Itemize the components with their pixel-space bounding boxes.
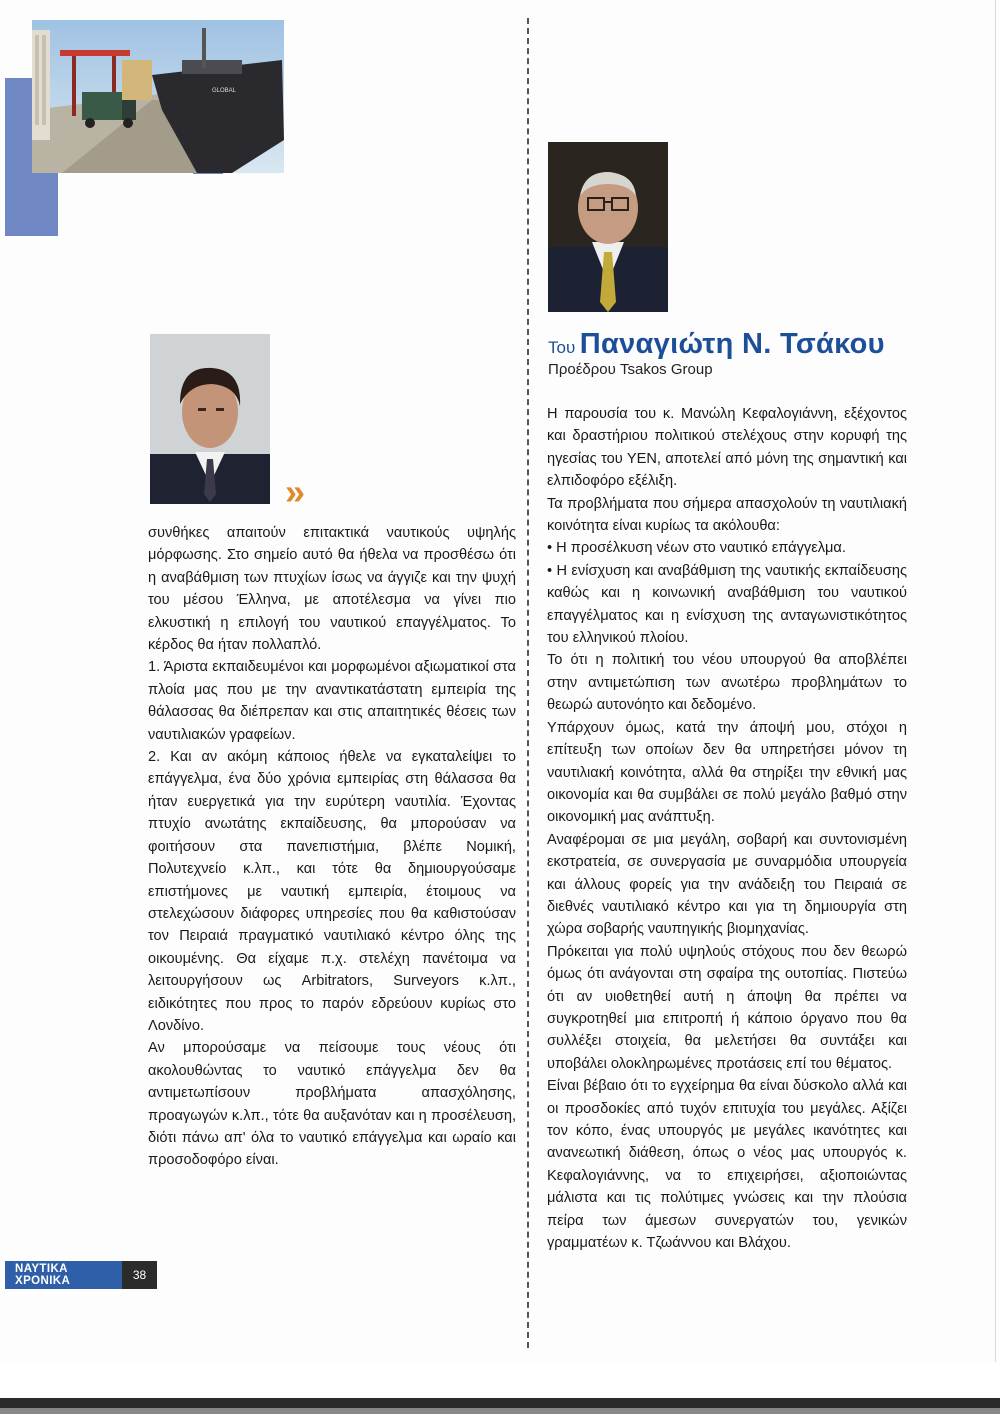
article-right-column	[547, 403, 907, 1254]
paragraph: 1. Άριστα εκπαιδευμένοι και μορφωμένοι αξιωματικοί στα πλοία μας που με την αναντικατάστατη εμπειρία της θάλασσας θα διέπρεπαν και στις απαιτητικές θέσεις των ναυτιλιακών γραφείων.	[148, 659, 516, 743]
paragraph: Τα προβλήματα που σήμερα απασχολούν τη ναυτιλιακή κοινότητα είναι κυρίως τα ακόλουθα:	[547, 495, 907, 535]
double-chevron-right-icon: »	[285, 471, 306, 512]
bullet-item: • Η προσέλκυση νέων στο ναυτικό επάγγελμα.	[547, 540, 846, 557]
byline-prefix: Του	[548, 338, 576, 357]
harbor-photo	[32, 20, 284, 173]
publication-name: ΝΑΥΤΙΚΑ ΧΡΟΝΙΚΑ	[5, 1261, 122, 1289]
bullet-item: • Η ενίσχυση και αναβάθμιση της ναυτικής εκπαίδευσης καθώς και η κοινωνική αναβάθμιση του ναυτικού επαγγέλματος και η ενίσχυση της ανταγωνιστικότητος του ελληνικού πλοίου.	[547, 562, 907, 647]
paragraph: Πρόκειται για πολύ υψηλούς στόχους που δεν θεωρώ όμως ότι ανάγονται στη σφαίρα της ουτοπίας. Πιστεύω ότι αν υιοθετηθεί αυτή η άποψη θα πρέπει να συγκροτηθεί μια επιτροπή ή κάποιο όργανο που θα συλλέξει στοιχεία, θα μελετήσει θα συντάξει και υποβάλει ολοκληρωμένες προτάσεις επί του θέματος.	[547, 943, 907, 1072]
article-left-column	[148, 522, 516, 1172]
paragraph: Η παρουσία του κ. Μανώλη Κεφαλογιάννη, εξέχοντος και δραστήριου πολιτικού στελέχους στην κορυφή της ηγεσίας του ΥΕΝ, αποτελεί από μόνη της σημαντική και ελπιδοφόρο εξέλιξη.	[547, 406, 907, 490]
bottom-rule	[0, 1398, 1000, 1408]
paragraph: Είναι βέβαιο ότι το εγχείρημα θα είναι δύσκολο αλλά και οι προσδοκίες από τυχόν επιτυχία του μεγάλες. Αξίζει τον κόπο, ένας υπουργός με μεγάλες ικανότητες και ανανεωτική διάθεση, όπως ο νέος μας υπουργός κ. Κεφαλογιάννης, να το επιχειρήσει, αξιοποιώντας μάλιστα και τις πολύτιμες γνώσεις και την πλούσια πείρα των άμεσων συνεργατών του, γενικών γραμματέων κ. Τζωάννου και Βλάχου.	[547, 1078, 907, 1252]
paragraph: συνθήκες απαιτούν επιτακτικά ναυτικούς υψηλής μόρφωσης. Στο σημείο αυτό θα ήθελα να προσθέσω ότι η αναβάθμιση των πτυχίων ίσως να άγγιζε και την ψυχή του μέσου Έλληνα, με αποτέλεσμα να γίνει πιο ελκυστική η επιλογή του ναυτικού επαγγέλματος. Το κέρδος θα ήταν πολλαπλό.	[148, 525, 516, 654]
column-divider	[527, 18, 529, 1348]
paragraph: Αν μπορούσαμε να πείσουμε τους νέους ότι ακολουθώντας το ναυτικό επάγγελμα δεν θα αντιμετωπίσουν προβλήματα απασχόλησης, προαγωγών κ.λπ., τότε θα αυξανόταν και η προσέλευση, διότι πάνω απ' όλα το ναυτικό επάγγελμα και ωραίο και προσοδοφόρο είναι.	[148, 1040, 516, 1169]
page-number: 38	[122, 1261, 157, 1289]
byline	[548, 328, 928, 361]
byline-author-title: Προέδρου Tsakos Group	[548, 361, 713, 378]
portrait-left	[150, 334, 270, 504]
byline-author: Παναγιώτη Ν. Τσάκου	[579, 328, 885, 360]
footer-tab	[5, 1261, 157, 1289]
paragraph: 2. Και αν ακόμη κάποιος ήθελε να εγκαταλείψει το επάγγελμα, ένα δύο χρόνια εμπειρίας στη θάλασσα θα ήταν ευεργετικά για την ευρύτερη ναυτιλία. Έχοντας πτυχίο ανωτάτης εκπαίδευσης, θα μπορούσαν να φοιτήσουν στα πανεπιστήμια, βλέπε Νομική, Πολυτεχνείο κ.λπ., και τότε θα δημιουργούσαμε επιστήμονες με ναυτική εμπειρία, έτοιμους να στελεχώσουν διάφορες υπηρεσίες που θα καθιστούσαν τον Πειραιά πραγματικό ναυτιλιακό κέντρο όλης της οικουμένης. Θα είχαμε π.χ. στελέχη πανέτοιμα να λειτουργήσουν ως Arbitrators, Surveyors κ.λπ., ειδικότητες που προς το παρόν εδρεύουν κυρίως στο Λονδίνο.	[148, 749, 516, 1034]
bottom-rule-secondary	[0, 1408, 1000, 1414]
paragraph: Το ότι η πολιτική του νέου υπουργού θα αποβλέπει στην αντιμετώπιση των ανωτέρω προβλημάτων το θεωρώ αυτονόητο και δεδομένο.	[547, 652, 907, 714]
paragraph: Υπάρχουν όμως, κατά την άποψή μου, στόχοι η επίτευξη των οποίων δεν θα υπηρετήσει μόνον τη ναυτιλιακή κοινότητα, αλλά θα στηρίξει την εθνική μας οικονομία και θα συμβάλει σε πολύ μεγάλο βαθμό στην οικονομική μας ανάπτυξη.	[547, 719, 907, 826]
portrait-author	[548, 142, 668, 312]
svg-text:GLOBAL: GLOBAL	[212, 88, 237, 94]
paragraph: Αναφέρομαι σε μια μεγάλη, σοβαρή και συντονισμένη εκστρατεία, σε συνεργασία με συναρμόδια υπουργεία και άλλους φορείς για την ανάδειξη του Πειραιά σε διεθνές ναυτιλιακό κέντρο και για τη δημιουργία στη χώρα σοβαρής ναυπηγικής βιομηχανίας.	[547, 831, 907, 938]
